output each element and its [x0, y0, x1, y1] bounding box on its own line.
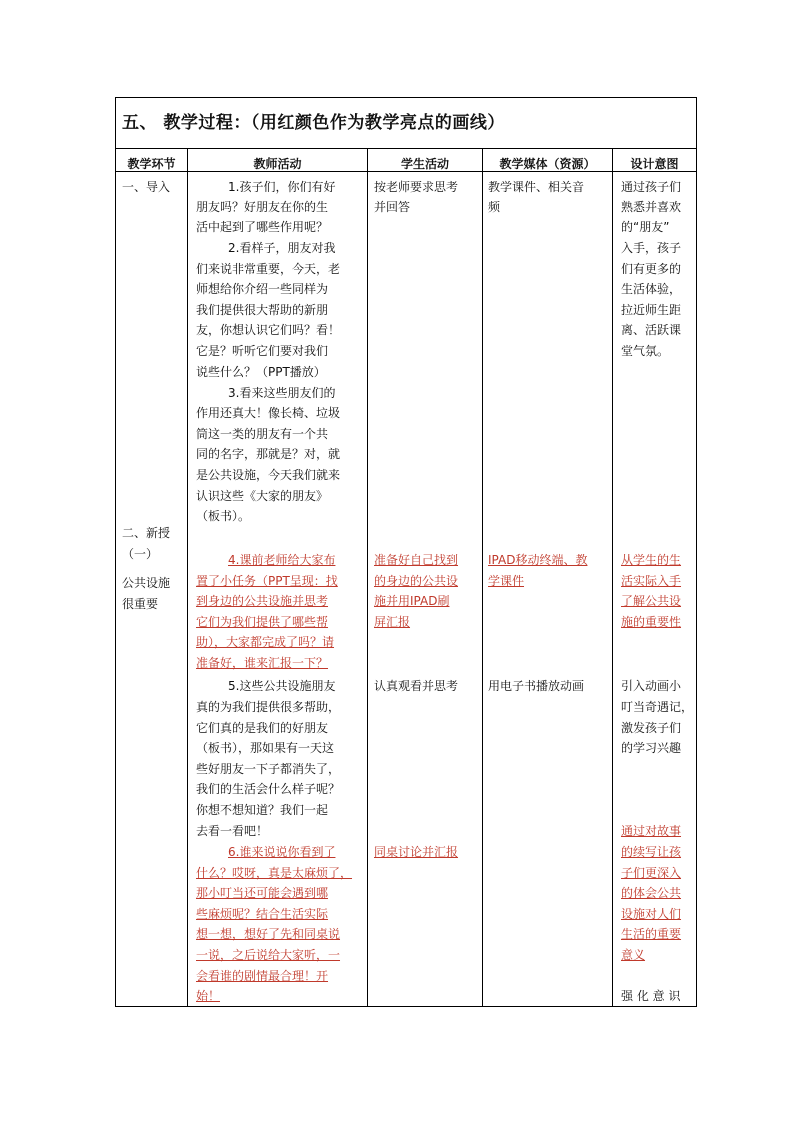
- teacher-text: （板书），那如果有一天这: [196, 741, 335, 755]
- teacher-highlight: 什么？哎呀，真是太麻烦了，: [196, 866, 353, 880]
- stage-label: 二、新授: [122, 526, 171, 540]
- teacher-highlight: 6.谁来说说你看到了: [228, 845, 336, 859]
- column-divider: [482, 149, 483, 1006]
- student-highlight: 同桌讨论并汇报: [374, 845, 459, 859]
- intent-highlight: 设施对人们: [621, 907, 682, 921]
- teacher-text: 师想给你介绍一些同样为: [196, 282, 329, 296]
- teacher-text: 筒这一类的朋友有一个共: [196, 427, 329, 441]
- student-highlight: 准备好自己找到: [374, 553, 459, 567]
- student-text: 并回答: [374, 200, 411, 214]
- student-text: 按老师要求思考: [374, 180, 459, 194]
- teacher-text: 5.这些公共设施朋友: [228, 679, 336, 693]
- teacher-highlight: 一说，之后说给大家听，一: [196, 948, 341, 962]
- intent-highlight: 通过对故事: [621, 824, 682, 838]
- section-title-row: [116, 98, 696, 149]
- column-divider: [187, 149, 188, 1006]
- teacher-highlight: 置了小任务（PPT呈现：找: [196, 574, 338, 588]
- teacher-text: 它是？听听它们要对我们: [196, 344, 329, 358]
- intent-highlight: 的续写让孩: [621, 845, 682, 859]
- intent-text: 入手，孩子: [621, 241, 682, 255]
- teacher-text: 说些什么？（PPT播放）: [196, 365, 326, 379]
- media-text: 用电子书播放动画: [488, 679, 585, 693]
- column-divider: [367, 149, 368, 1006]
- section-title: 五、 教学过程：（用红颜色作为教学亮点的画线）: [122, 113, 505, 133]
- teacher-highlight: 想一想，想好了先和同桌说: [196, 927, 341, 941]
- intent-text: 拉近师生距: [621, 303, 682, 317]
- teacher-text: （板书）。: [196, 509, 251, 523]
- stage-label: 公共设施: [122, 576, 171, 590]
- stage-label: 很重要: [122, 597, 159, 611]
- teacher-text: 是公共设施，今天我们就来: [196, 468, 341, 482]
- column-divider: [612, 149, 613, 1006]
- intent-text: 的“朋友”: [621, 220, 670, 234]
- intent-text: 激发孩子们: [621, 721, 682, 735]
- intent-text: 熟悉并喜欢: [621, 200, 682, 214]
- teacher-highlight: 些麻烦呢？结合生活实际: [196, 907, 329, 921]
- teacher-text: 2.看样子，朋友对我: [228, 241, 336, 255]
- intent-highlight: 意义: [621, 948, 646, 962]
- teacher-text: 友，你想认识它们吗？看！: [196, 323, 341, 337]
- teacher-text: 们来说非常重要，今天，老: [196, 262, 341, 276]
- media-highlight: IPAD移动终端、教: [488, 553, 588, 567]
- teacher-text: 3.看来这些朋友们的: [228, 386, 336, 400]
- intent-text: 们有更多的: [621, 262, 682, 276]
- header-stage: 教学环节: [127, 157, 176, 171]
- intent-text: 离、活跃课: [621, 323, 682, 337]
- lesson-plan-table: [115, 97, 697, 1007]
- teacher-text: 作用还真大！像长椅、垃圾: [196, 406, 341, 420]
- student-text: 认真观看并思考: [374, 679, 459, 693]
- teacher-text: 我们提供很大帮助的新朋: [196, 303, 329, 317]
- intent-highlight: 生活的重要: [621, 927, 682, 941]
- intent-highlight: 活实际入手: [621, 574, 682, 588]
- teacher-highlight: 到身边的公共设施并思考: [196, 594, 329, 608]
- teacher-highlight: 那小叮当还可能会遇到哪: [196, 886, 329, 900]
- intent-highlight: 从学生的生: [621, 553, 682, 567]
- intent-text: 堂气氛。: [621, 344, 670, 358]
- teacher-highlight: 4.课前老师给大家布: [228, 553, 336, 567]
- student-highlight: 的身边的公共设: [374, 574, 459, 588]
- intent-text: 引入动画小: [621, 679, 682, 693]
- teacher-highlight: 会看谁的剧情最合理！开: [196, 969, 329, 983]
- intent-text: 叮当奇遇记，: [621, 700, 694, 714]
- media-text: 教学课件、相关音: [488, 180, 585, 194]
- teacher-text: 1.孩子们，你们有好: [228, 180, 336, 194]
- teacher-highlight: 助），大家都完成了吗？请: [196, 635, 335, 649]
- teacher-text: 真的为我们提供很多帮助，: [196, 700, 341, 714]
- intent-text: 生活体验，: [621, 282, 682, 296]
- teacher-text: 你想不想知道？我们一起: [196, 803, 329, 817]
- header-media: 教学媒体（资源）: [499, 157, 596, 171]
- header-student: 学生活动: [400, 157, 449, 171]
- teacher-highlight: 它们为我们提供了哪些帮: [196, 615, 329, 629]
- teacher-text: 我们的生活会什么样子呢？: [196, 782, 341, 796]
- intent-highlight: 施的重要性: [621, 615, 682, 629]
- intent-text: 的学习兴趣: [621, 741, 682, 755]
- student-highlight: 屏汇报: [374, 615, 411, 629]
- teacher-text: 些好朋友一下子都消失了，: [196, 762, 341, 776]
- stage-label: （一）: [122, 547, 159, 561]
- teacher-text: 去看一看吧！: [196, 824, 269, 838]
- teacher-text: 活中起到了哪些作用呢？: [196, 220, 329, 234]
- media-highlight: 学课件: [488, 574, 525, 588]
- teacher-highlight: 始！: [196, 989, 221, 1003]
- teacher-text: 朋友吗？好朋友在你的生: [196, 200, 329, 214]
- teacher-highlight: 准备好，谁来汇报一下？: [196, 656, 329, 670]
- teacher-text: 认识这些《大家的朋友》: [196, 489, 329, 503]
- intent-highlight: 子们更深入: [621, 866, 682, 880]
- teacher-text: 同的名字，那就是？对，就: [196, 447, 341, 461]
- stage-label: 一、导入: [122, 180, 171, 194]
- intent-highlight: 了解公共设: [621, 594, 682, 608]
- header-intent: 设计意图: [630, 157, 679, 171]
- intent-text: 强 化 意 识: [621, 989, 681, 1003]
- intent-highlight: 的体会公共: [621, 886, 682, 900]
- intent-text: 通过孩子们: [621, 180, 682, 194]
- teacher-text: 它们真的是我们的好朋友: [196, 721, 329, 735]
- media-text: 频: [488, 200, 501, 214]
- student-highlight: 施并用IPAD刷: [374, 594, 450, 608]
- header-teacher: 教师活动: [253, 157, 302, 171]
